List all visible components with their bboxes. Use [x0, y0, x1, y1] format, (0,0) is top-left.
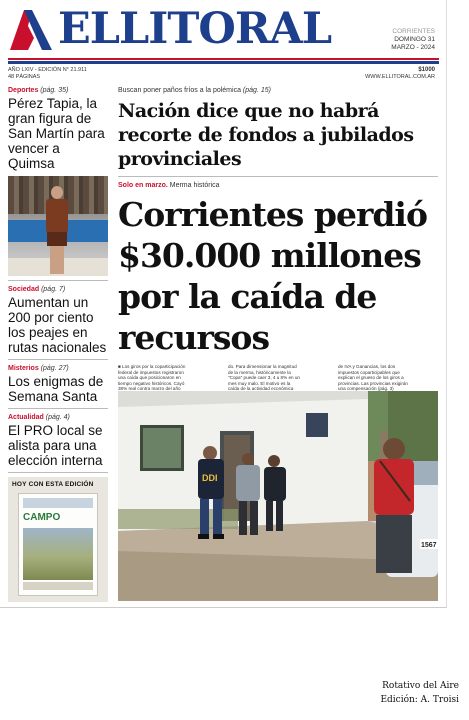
arrest-photo [118, 391, 438, 601]
story-headline: Nación dice que no habrá recorte de fondos a jubilados provinciales [118, 100, 414, 170]
page-ref: (pág. 27) [40, 365, 69, 372]
section-kicker [8, 413, 108, 422]
price-label: $1000 [418, 67, 435, 73]
supplement-cover [18, 493, 98, 596]
city-label: CORRIENTES [392, 28, 435, 35]
sidebar-headline: El PRO local se alista para una elección interna [8, 423, 103, 468]
kicker-label: Buscan poner paños fríos a la polémica [118, 87, 241, 94]
story-pensions[interactable] [118, 86, 438, 171]
page-ref: (pág. 4) [45, 414, 70, 421]
date-day: DOMINGO 31 [394, 36, 435, 43]
kicker-red-label: Solo en marzo. [118, 182, 168, 189]
sidebar-headline: Aumentan un 200 por ciento los peajes en rutas nacionales [8, 295, 107, 355]
website-label: WWW.ELLITORAL.COM.AR [365, 74, 435, 80]
credit-block [380, 679, 459, 707]
kicker-label: Actualidad [8, 414, 44, 421]
date-month-year: MARZO - 2024 [391, 44, 435, 51]
newspaper-logo-icon [8, 6, 54, 52]
section-kicker [8, 364, 108, 373]
cover-header-strip [23, 498, 93, 508]
supplement-label: HOY CON ESTA EDICIÓN [12, 481, 94, 488]
page-ref: (pág. 35) [40, 87, 69, 94]
masthead [8, 4, 439, 56]
story-lead-revenues[interactable] [118, 181, 438, 396]
masthead-divider-blue [8, 61, 439, 64]
kicker-label: Misterios [8, 365, 39, 372]
page-ref: (pág. 7) [41, 286, 66, 293]
today-supplement-box[interactable] [8, 477, 108, 602]
sidebar-story-society[interactable] [8, 285, 108, 360]
story-kicker [118, 181, 438, 190]
arrest-scene-illustration [118, 391, 438, 601]
kicker-label: Merma histórica [169, 182, 220, 189]
credit-line-1: Rotativo del Aire [382, 681, 459, 691]
sidebar-story-mysteries[interactable] [8, 364, 108, 409]
body-column-3: de IVA y Ganancias, los dos impuestos coparticipables que explican el grueso de los giros a provincias. Las provincias exigirán una compensación (pág. 3) [338, 364, 408, 391]
page-ref: (pág. 15) [242, 87, 271, 94]
kicker-label: Deportes [8, 87, 39, 94]
cover-footer-strip [23, 582, 93, 590]
section-kicker [8, 285, 108, 294]
sidebar-headline: Los enigmas de Semana Santa [8, 374, 104, 404]
story-divider [118, 176, 438, 177]
supplement-title: CAMPO [23, 512, 61, 523]
vehicle-plate: 1567 [421, 542, 437, 549]
body-column-1: ■ Los giros por la coparticipación federal de impuestos registraron una caída que posicionaron en tiempo negativo históricos. Cayó 38% real contra marzo del año [118, 364, 186, 391]
story-kicker [118, 86, 438, 95]
sidebar-story-politics[interactable] [8, 413, 108, 473]
page-count: 48 PÁGINAS [8, 74, 41, 80]
sidebar-story-sports[interactable] [8, 86, 108, 281]
vest-label: DDI [202, 473, 218, 483]
newspaper-title: ELLITORAL [58, 4, 332, 54]
body-column-2: do. Para dimensionar la magnitud de la merma, históricamente la "Copa" puede caer 3, 4 u 8% en un mes muy malo. El motivo es la caída de la actividad económica [228, 364, 300, 391]
photo-player [44, 186, 70, 274]
edition-number: AÑO LXIV - EDICIÓN N° 21.911 [8, 67, 87, 73]
sidebar-headline: Pérez Tapia, la gran figura de San Martín para vencer a Quimsa [8, 96, 105, 171]
sidebar-column [8, 86, 108, 602]
section-kicker [8, 86, 108, 95]
kicker-label: Sociedad [8, 286, 40, 293]
date-box [391, 28, 435, 52]
cover-landscape-image [23, 528, 93, 580]
masthead-divider-red [8, 58, 439, 60]
credit-line-2: Edición: A. Troisi [380, 695, 459, 705]
lead-headline: Corrientes perdió $30.000 millones por la caída de recursos [118, 195, 427, 357]
basketball-player-photo [8, 176, 108, 276]
